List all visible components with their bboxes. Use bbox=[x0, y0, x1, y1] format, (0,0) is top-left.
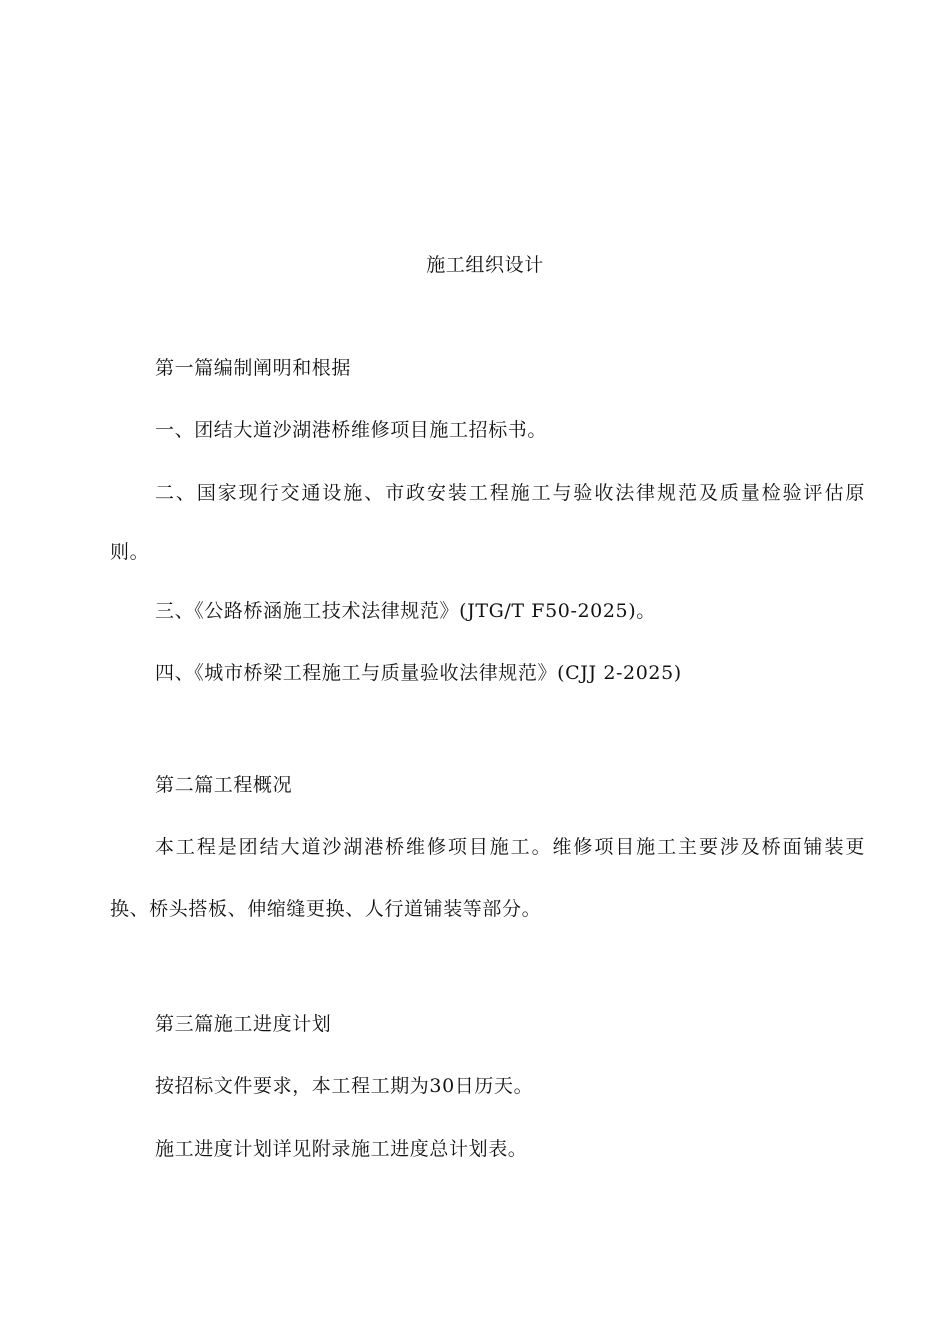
document-title: 施工组织设计 bbox=[426, 254, 544, 276]
section1-item-2-line-2: 则。 bbox=[110, 541, 150, 563]
section2-paragraph-line-1: 本工程是团结大道沙湖港桥维修项目施工。维修项目施工主要涉及桥面铺装更 bbox=[155, 836, 865, 858]
section3-paragraph-2: 施工进度计划详见附录施工进度总计划表。 bbox=[155, 1138, 528, 1160]
section1-item-4: 四、《城市桥梁工程施工与质量验收法律规范》(CJJ 2-2025) bbox=[155, 662, 682, 684]
section2-heading: 第二篇工程概况 bbox=[155, 774, 293, 796]
section1-item-3: 三、《公路桥涵施工技术法律规范》(JTG/T F50-2025)。 bbox=[155, 600, 656, 622]
section1-item-2-line-1: 二、国家现行交通设施、市政安装工程施工与验收法律规范及质量检验评估原 bbox=[155, 482, 865, 504]
section2-paragraph-line-2: 换、桥头搭板、伸缩缝更换、人行道铺装等部分。 bbox=[110, 898, 542, 920]
section3-heading: 第三篇施工进度计划 bbox=[155, 1013, 332, 1035]
section1-heading: 第一篇编制阐明和根据 bbox=[155, 357, 352, 379]
section3-paragraph-1: 按招标文件要求，本工程工期为30日历天。 bbox=[155, 1075, 534, 1097]
section1-item-1: 一、团结大道沙湖港桥维修项目施工招标书。 bbox=[155, 419, 548, 441]
